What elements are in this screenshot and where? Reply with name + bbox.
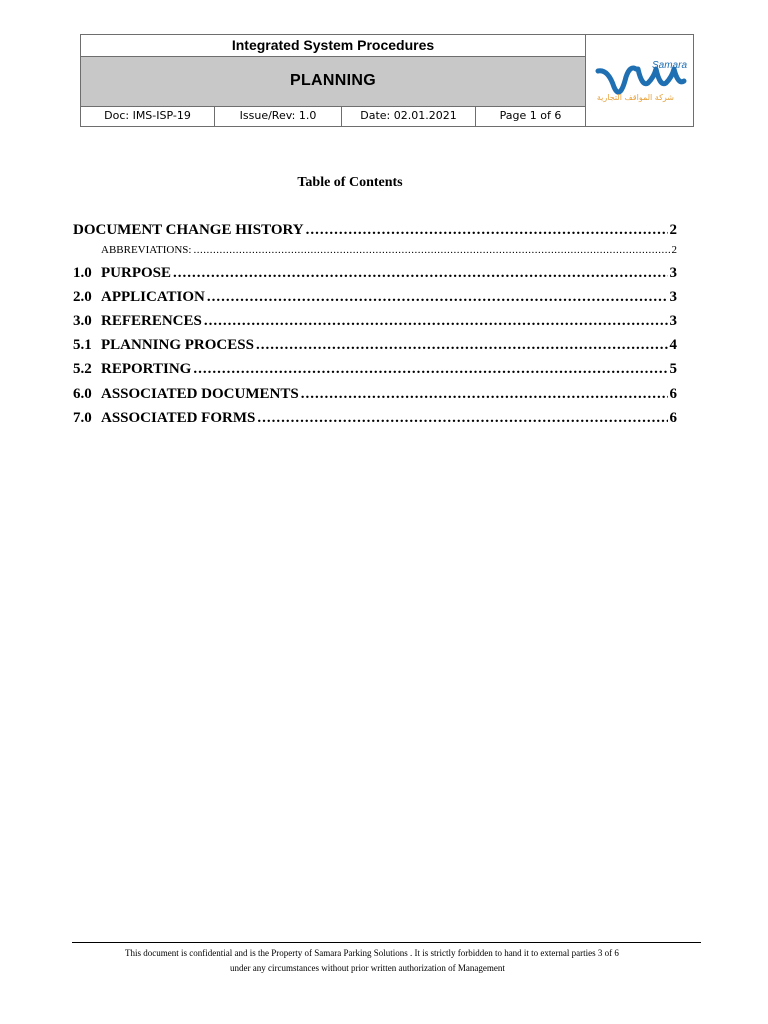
toc-leader [193, 361, 667, 378]
toc-entry-page: 5 [669, 361, 677, 377]
toc-entry-reporting[interactable] [73, 361, 677, 378]
toc-leader [204, 313, 668, 330]
toc-entry-label: PLANNING PROCESS [101, 337, 254, 353]
toc-entry-label: ASSOCIATED FORMS [101, 410, 256, 426]
toc-entry-label: ASSOCIATED DOCUMENTS [101, 386, 299, 402]
toc-entry-page: 4 [669, 337, 677, 353]
toc-entry-label: REPORTING [101, 361, 192, 377]
header-meta-row [81, 107, 586, 127]
toc-leader [257, 410, 667, 427]
svg-text:شركة المواقف التجارية: شركة المواقف التجارية [596, 93, 674, 102]
toc-entry-references[interactable] [73, 313, 677, 330]
toc-leader [301, 386, 668, 403]
company-logo [586, 35, 694, 127]
toc-entry-page: 6 [669, 410, 677, 426]
toc-entry-page: 3 [669, 313, 677, 329]
toc-entry-number: 5.2 [73, 361, 92, 377]
toc-entry-page: 3 [669, 289, 677, 305]
toc-entry-label: REFERENCES [101, 313, 202, 329]
toc-leader [306, 222, 668, 239]
toc-leader [173, 265, 667, 282]
toc-entry-associated-documents[interactable] [73, 386, 677, 403]
toc-entry-number: 1.0 [73, 265, 92, 281]
toc-entry-label: APPLICATION [101, 289, 205, 305]
footer-confidentiality-line-2: under any circumstances without prior written authorization of Management [230, 963, 505, 973]
toc-entry-page: 3 [669, 265, 677, 281]
toc-entry-page: 2 [671, 244, 677, 256]
toc-entry-change-history[interactable] [73, 222, 677, 239]
toc-entry-abbreviations[interactable] [101, 244, 677, 256]
toc-entry-number: 7.0 [73, 410, 92, 426]
toc-entry-number: 2.0 [73, 289, 92, 305]
header-subtitle: PLANNING [81, 57, 586, 107]
toc-leader [256, 337, 668, 354]
toc-entry-number: 5.1 [73, 337, 92, 353]
footer-divider [72, 942, 701, 943]
issue-rev: Issue/Rev: 1.0 [215, 107, 342, 127]
toc-entry-label: PURPOSE [101, 265, 172, 281]
toc-entry-page: 2 [669, 222, 677, 238]
toc-leader [207, 289, 668, 306]
toc-entry-purpose[interactable] [73, 265, 677, 282]
toc-title: Table of Contents [297, 175, 403, 190]
header-title: Integrated System Procedures [81, 35, 586, 57]
doc-number: Doc: IMS-ISP-19 [81, 107, 215, 127]
footer-confidentiality-line-1: This document is confidential and is the Property of Samara Parking Solutions . It is strictly forbidden to hand it to external parties 3 of 6 [125, 948, 619, 958]
toc-entry-planning-process[interactable] [73, 337, 677, 354]
toc-entry-associated-forms[interactable] [73, 410, 677, 427]
toc-entry-application[interactable] [73, 289, 677, 306]
toc-entry-number: 6.0 [73, 386, 92, 402]
page-number: Page 1 of 6 [476, 107, 586, 127]
issue-date: Date: 02.01.2021 [342, 107, 476, 127]
toc-leader [193, 244, 669, 256]
toc-entry-number: 3.0 [73, 313, 92, 329]
toc-entry-label: ABBREVIATIONS: [101, 244, 192, 256]
toc-entry-page: 6 [669, 386, 677, 402]
document-header [80, 34, 694, 127]
svg-text:Samara: Samara [652, 60, 688, 71]
toc-entry-label: DOCUMENT CHANGE HISTORY [73, 222, 304, 238]
